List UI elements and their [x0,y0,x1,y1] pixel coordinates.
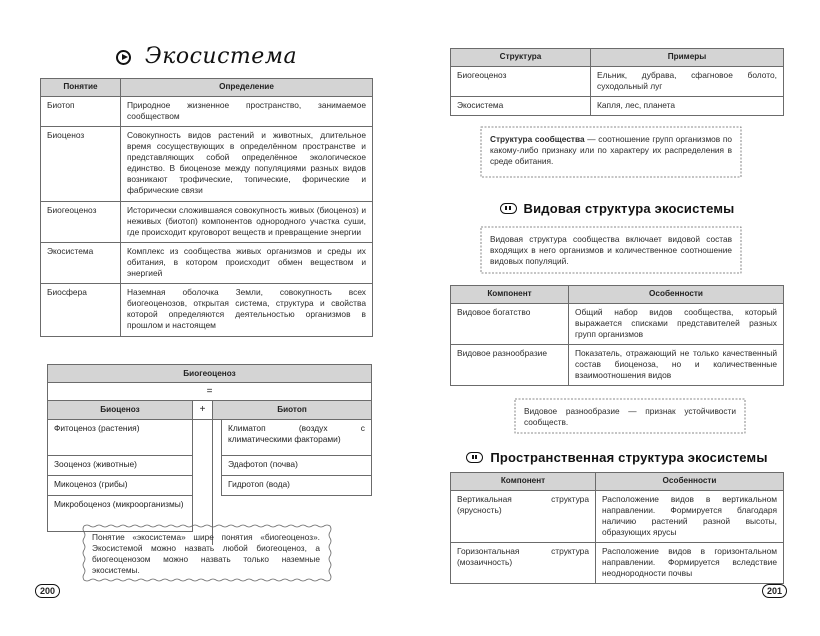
table-row [451,97,784,116]
term-cell: Экосистема [41,242,121,283]
term-cell: Биосфера [41,284,121,336]
list-item: Зооценоз (животные) [47,456,193,476]
biotope-list [221,420,372,496]
table-row [41,127,373,202]
note-box [82,524,330,582]
section-title-species [450,200,784,217]
list-item: Микоценоз (грибы) [47,476,193,496]
page-title-text: Экосистема [144,44,298,70]
table-row [451,66,784,96]
scheme-header: Биогеоценоз [47,364,372,383]
page-number: 200 [35,584,60,598]
page-number: 201 [762,584,787,598]
component-cell: Видовое богатство [451,303,569,344]
list-item: Микробоценоз (микроорганизмы) [47,496,193,532]
species-structure-table [450,285,784,386]
definition-cell: Комплекс из сообщества живых организмов и среды их обитания, в котором происходит обмен веществом и энергией [121,242,373,283]
table-row [451,345,784,386]
structure-table [450,48,784,116]
column-header-structure: Структура [451,49,591,67]
column-header-features: Особенности [569,286,784,304]
definitions-table [40,78,373,337]
table-row [451,543,784,584]
section-title-text: Пространственная структура экосистемы [490,450,768,465]
page-title [40,42,373,72]
table-row [451,490,784,542]
definition-cell: Наземная оболочка Земли, совокупность всех биогеоценозов, открытая система, структура и свойства которой определяются деятельностью организмов в прошлом и настоящем [121,284,373,336]
term-cell: Биогеоценоз [41,201,121,242]
table-row [41,201,373,242]
list-item: Гидротоп (вода) [221,476,372,496]
note-text: — соотношение групп организмов по какому-либо признаку или по характеру их распределения в среде обитания. [490,134,732,166]
examples-cell: Капля, лес, планета [591,97,784,116]
definition-cell: Совокупность видов растений и животных, длительное время сосуществующих в определённом пространстве и представляющих собой определённое экологическое единство. В биоценозе между популяциями разных видов возникают трофические, топические, форические и фабрические связи [121,127,373,202]
diversity-note [514,398,746,434]
features-cell: Общий набор видов сообщества, который выражается списками представителей разных групп организмов [569,303,784,344]
note-text: Видовая структура сообщества включает видовой состав входящих в него организмов и количественное соотношение видовых популяций. [490,234,732,266]
biogeocenosis-scheme [47,364,372,545]
scheme-subheaders [47,401,372,420]
species-structure-note [480,226,742,274]
community-structure-note [480,126,742,178]
column-header-features: Особенности [596,473,784,491]
column-header-examples: Примеры [591,49,784,67]
component-cell: Видовое разнообразие [451,345,569,386]
biocenosis-list [47,420,193,532]
right-page [410,0,820,636]
definition-cell: Исторически сложившаяся совокупность живых (биоценоз) и неживых (биотоп) компонентов однородного участка суши, где происходит круговорот веществ и превращение энергии [121,201,373,242]
list-item: Фитоценоз (растения) [47,420,193,456]
note-text: Видовое разнообразие — признак устойчивости сообществ. [524,406,736,427]
list-item: Климатоп (воздух с климатическими факторами) [221,420,372,456]
table-row [451,303,784,344]
biotope-header: Биотоп [213,401,372,420]
structure-cell: Экосистема [451,97,591,116]
table-row [41,242,373,283]
component-cell: Вертикальная структура (ярусность) [451,490,596,542]
table-row [41,96,373,126]
scheme-plus: + [193,401,213,420]
scheme-equals: = [47,383,372,401]
pause-badge-icon [500,203,517,214]
component-cell: Горизонтальная структура (мозаичность) [451,543,596,584]
biocenosis-header: Биоценоз [47,401,193,420]
definition-cell: Природное жизненное пространство, занимаемое сообществом [121,96,373,126]
term-cell: Биоценоз [41,127,121,202]
list-item: Эдафотоп (почва) [221,456,372,476]
pause-badge-icon [466,452,483,463]
features-cell: Расположение видов в горизонтальном направлении. Формируется вследствие неоднородности почвы [596,543,784,584]
term-bold: Структура сообщества [490,134,585,144]
term-cell: Биотоп [41,96,121,126]
column-header-component: Компонент [451,473,596,491]
note-text: Понятие «экосистема» шире понятия «биогеоценоз». Экосистемой можно назвать любой биогеоценоз, а биогеоценозом можно назвать только наземные экосистемы. [92,532,320,575]
column-header-term: Понятие [41,79,121,97]
play-circle-icon [116,50,131,65]
features-cell: Расположение видов в вертикальном направлении. Формируется благодаря наличию растений разной высоты, образующих ярусы [596,490,784,542]
column-header-component: Компонент [451,286,569,304]
column-header-definition: Определение [121,79,373,97]
section-title-spatial [450,449,784,466]
section-title-text: Видовая структура экосистемы [523,201,735,216]
structure-cell: Биогеоценоз [451,66,591,96]
table-row [41,284,373,336]
spatial-structure-table [450,472,784,584]
examples-cell: Ельник, дубрава, сфагновое болото, суходольный луг [591,66,784,96]
features-cell: Показатель, отражающий не только качественный состав биоценоза, но и количественные взаимоотношения видов [569,345,784,386]
